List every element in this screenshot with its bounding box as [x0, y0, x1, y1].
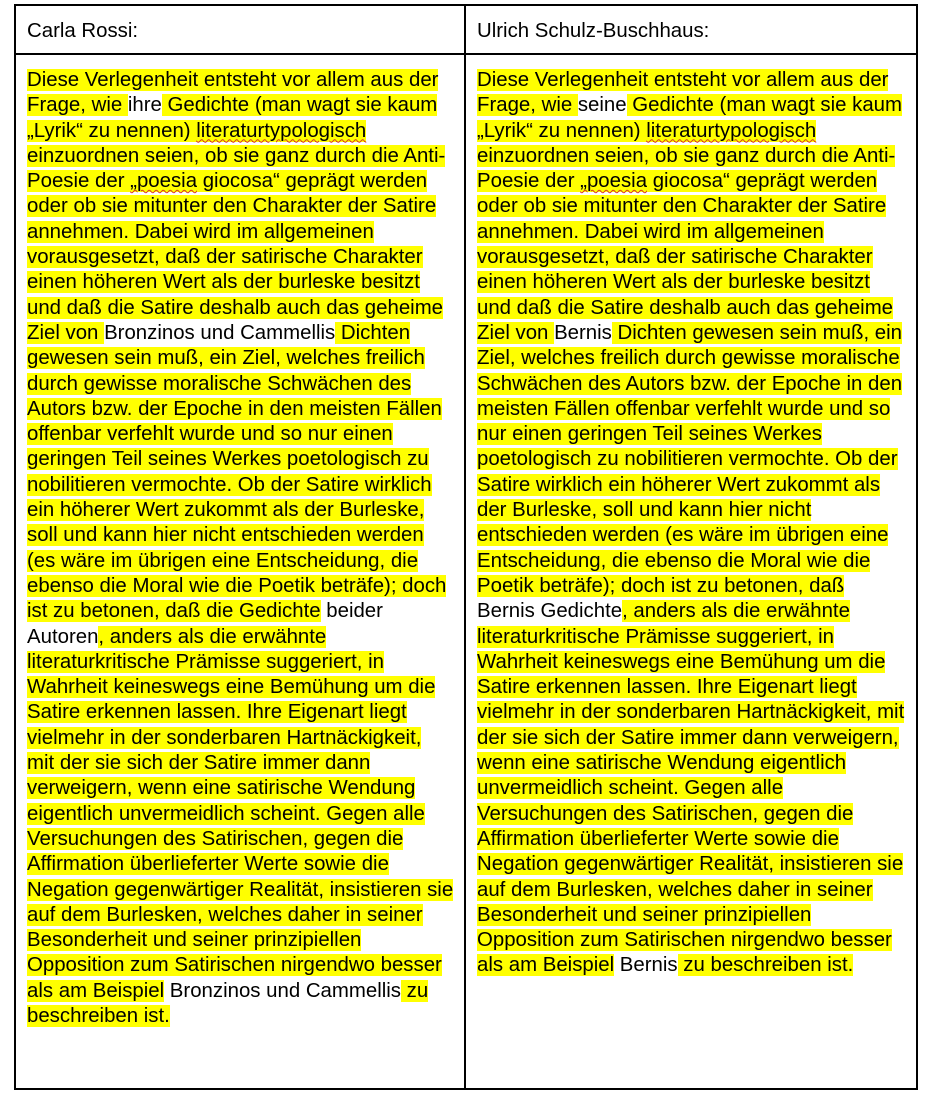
highlighted-text: „poesia [130, 170, 198, 193]
author-header-right: Ulrich Schulz-Buschhaus: [465, 5, 917, 54]
unhighlighted-text: seine [577, 94, 627, 117]
header-row [15, 5, 917, 54]
highlighted-text: literaturtypologisch [196, 119, 367, 142]
highlighted-text: Gedichte (man wagt sie kaum „Lyrik“ zu nennen) [27, 94, 438, 142]
unhighlighted-text: Bronzinos und Cammellis [164, 979, 401, 1002]
highlighted-text: , anders als die erwähnte literaturkritische Prämisse suggeriert, in Wahrheit keineswegs eine Bemühung um die Satire erkennen lassen. Ihre Eigenart liegt vielmehr in der sonderbaren Hartnäckigkeit, mit der sie sich der Satire immer dann verweigern, wenn eine satirische Wendung eigentlich unvermeidlich scheint. Gegen alle Versuchungen des Satirischen, gegen die Affirmation überlieferter Werte sowie die Negation gegenwärtiger Realität, insistieren sie auf dem Burlesken, welches daher in seiner Besonderheit und seiner prinzipiellen Opposition zum Satirischen nirgendwo besser als am Beispiel [477, 600, 905, 977]
passage-text-left [27, 68, 454, 1029]
unhighlighted-text: Bernis [614, 954, 678, 977]
highlighted-text: Diese Verlegenheit entsteht vor allem aus der Frage, wie [27, 69, 439, 117]
unhighlighted-text: ihre [127, 94, 162, 117]
passage-cell-right [465, 54, 917, 1089]
highlighted-text: zu beschreiben ist. [677, 954, 854, 977]
comparison-table [14, 4, 918, 1090]
highlighted-text: giocosa“ geprägt werden oder ob sie mitunter den Charakter der Satire annehmen. Dabei wird im allgemeinen vorausgesetzt, daß der satirische Charakter einen höheren Wert als der burleske besitzt und daß die Satire deshalb auch das geheime Ziel von [477, 170, 894, 344]
unhighlighted-text: Bronzinos und Cammellis [104, 321, 336, 344]
highlighted-text: Dichten gewesen sein muß, ein Ziel, welches freilich durch gewisse moralische Schwächen des Autors bzw. der Epoche in den meisten Fällen offenbar verfehlt wurde und so nur einen geringen Teil seines Werkes poetologisch zu nobilitieren vermochte. Ob der Satire wirklich ein höherer Wert zukommt als der Burleske, soll und kann hier nicht entschieden werden (es wäre im übrigen eine Entscheidung, die ebenso die Moral wie die Poetik beträfe); doch ist zu betonen, daß die Gedichte [27, 321, 447, 623]
highlighted-text: einzuordnen seien, ob sie ganz durch die Anti-Poesie der [27, 144, 446, 193]
highlighted-text: zu beschreiben ist. [27, 979, 429, 1027]
unhighlighted-text: beider Autoren [27, 600, 383, 648]
passage-text-right [477, 68, 906, 979]
text-row [15, 54, 917, 1089]
highlighted-text: „poesia [580, 170, 648, 193]
author-header-left: Carla Rossi: [15, 5, 465, 54]
highlighted-text: literaturtypologisch [646, 119, 817, 142]
highlighted-text: einzuordnen seien, ob sie ganz durch die Anti-Poesie der [477, 144, 896, 193]
highlighted-text: Gedichte (man wagt sie kaum „Lyrik“ zu nennen) [477, 94, 903, 142]
unhighlighted-text: Bernis [554, 321, 612, 344]
highlighted-text: giocosa“ geprägt werden oder ob sie mitunter den Charakter der Satire annehmen. Dabei wird im allgemeinen vorausgesetzt, daß der satirische Charakter einen höheren Wert als der burleske besitzt und daß die Satire deshalb auch das geheime Ziel von [27, 170, 444, 344]
unhighlighted-text: Bernis Gedichte [477, 600, 623, 623]
highlighted-text: , anders als die erwähnte literaturkritische Prämisse suggeriert, in Wahrheit keineswegs eine Bemühung um die Satire erkennen lassen. Ihre Eigenart liegt vielmehr in der sonderbaren Hartnäckigkeit, mit der sie sich der Satire immer dann verweigern, wenn eine satirische Wendung eigentlich unvermeidlich scheint. Gegen alle Versuchungen des Satirischen, gegen die Affirmation überlieferter Werte sowie die Negation gegenwärtiger Realität, insistieren sie auf dem Burlesken, welches daher in seiner Besonderheit und seiner prinzipiellen Opposition zum Satirischen nirgendwo besser als am Beispiel [27, 625, 454, 1002]
passage-cell-left [15, 54, 465, 1089]
highlighted-text: Dichten gewesen sein muß, ein Ziel, welches freilich durch gewisse moralische Schwächen des Autors bzw. der Epoche in den meisten Fällen offenbar verfehlt wurde und so nur einen geringen Teil seines Werkes poetologisch zu nobilitieren vermochte. Ob der Satire wirklich ein höherer Wert zukommt als der Burleske, soll und kann hier nicht entschieden werden (es wäre im übrigen eine Entscheidung, die ebenso die Moral wie die Poetik beträfe); doch ist zu betonen, daß [477, 321, 903, 597]
highlighted-text: Diese Verlegenheit entsteht vor allem aus der Frage, wie [477, 69, 889, 117]
